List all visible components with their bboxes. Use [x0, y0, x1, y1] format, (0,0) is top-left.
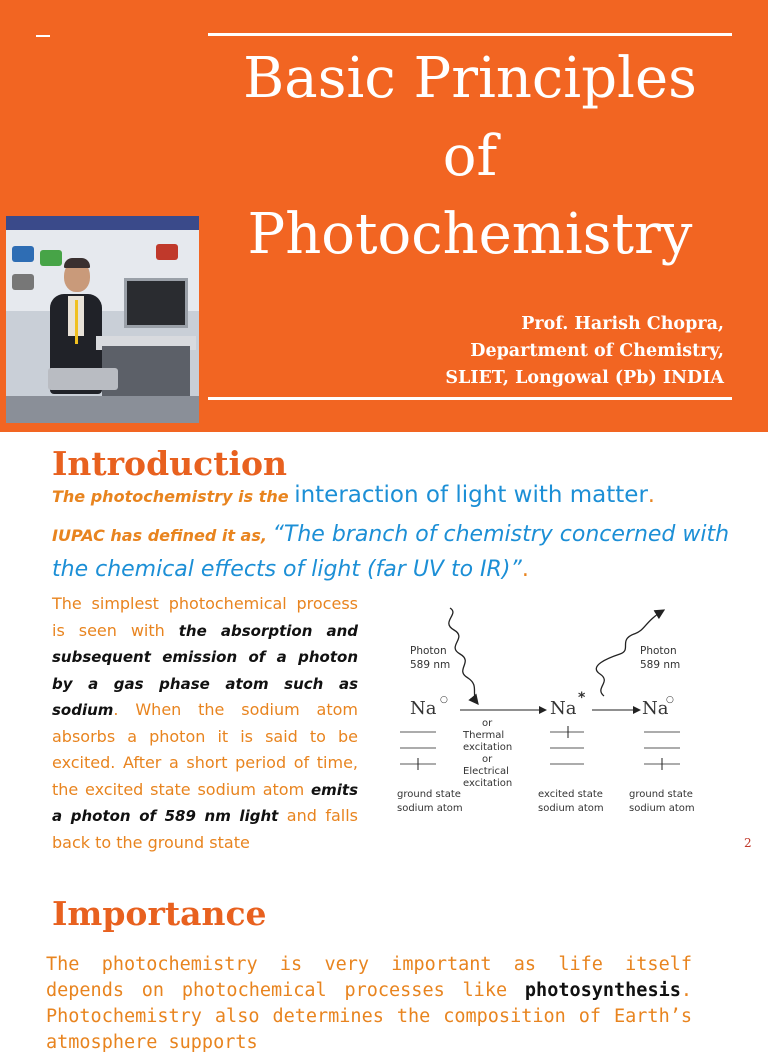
title-line-3: Photochemistry — [247, 202, 693, 267]
title-line-1: Basic Principles — [243, 46, 697, 111]
iupac-definition — [52, 518, 752, 588]
person-hair — [64, 258, 90, 268]
para-text-1: The simplest photochemical process is seen with — [52, 594, 358, 640]
importance-heading: Importance — [52, 894, 267, 933]
na-ground-right-sup: ○ — [666, 695, 674, 705]
page-number: 2 — [744, 836, 752, 850]
author-name: Prof. Harish Chopra, — [521, 314, 724, 334]
introduction-heading: Introduction — [52, 444, 288, 483]
na-excited-sup: * — [578, 690, 586, 706]
definition-line-1 — [52, 482, 752, 508]
mech-excitation-1: excitation — [463, 742, 513, 753]
label-left-2: sodium atom — [397, 803, 463, 814]
label-mid-1: excited state — [538, 789, 603, 800]
title-line-2: of — [442, 124, 498, 189]
na-ground-left: Na — [410, 698, 437, 719]
photon-out-label: Photon — [640, 645, 677, 657]
iupac-prefix: IUPAC has defined it as, — [52, 526, 273, 545]
logo-icon — [12, 246, 34, 262]
mech-or-2: or — [482, 754, 493, 765]
slide-title — [210, 40, 730, 274]
label-mid-2: sodium atom — [538, 803, 604, 814]
author-institution: SLIET, Longowal (Pb) INDIA — [445, 368, 724, 388]
iupac-period: . — [521, 557, 529, 582]
incoming-photon-wave — [449, 608, 478, 704]
mech-excitation-2: excitation — [463, 778, 513, 789]
definition-period: . — [647, 483, 655, 508]
importance-paragraph — [46, 952, 692, 1056]
photon-out-wavelength: 589 nm — [640, 659, 681, 671]
para-bold-2: emits a photon of 589 nm light — [52, 780, 358, 825]
photo-banner-strip — [6, 216, 199, 230]
person-lanyard — [75, 300, 78, 344]
iupac-quote: “The branch of chemistry concerned with the chemical effects of light (far UV to IR)” — [52, 522, 730, 582]
logo-icon — [156, 244, 178, 260]
title-rule-top — [208, 33, 732, 36]
photon-in-wavelength: 589 nm — [410, 659, 451, 671]
importance-bold: photosynthesis — [524, 980, 681, 1001]
mech-electrical: Electrical — [463, 766, 509, 777]
title-rule-bottom — [208, 397, 732, 400]
na-ground-right: Na — [642, 698, 669, 719]
para-bold-1: the absorption and subsequent emission of a photon by a gas phase atom such as sodium — [52, 621, 359, 719]
label-right-2: sodium atom — [629, 803, 695, 814]
presenter-photo — [6, 216, 199, 423]
para-text-3: and falls back to the ground state — [52, 806, 358, 852]
logo-icon — [12, 274, 34, 290]
importance-text-2: . Photochemistry also determines the composition of Earth’s atmosphere supports — [46, 980, 692, 1053]
importance-text-1: The photochemistry is very important as life itself depends on photochemical processes like — [46, 954, 692, 1001]
definition-prefix: The photochemistry is the — [52, 487, 295, 506]
title-slide — [0, 0, 768, 432]
floor — [6, 396, 199, 423]
sodium-excitation-diagram — [388, 600, 718, 826]
label-left-1: ground state — [397, 789, 461, 800]
para-text-2: . When the sodium atom absorbs a photon it is said to be excited. After a short period of time, the excited state sodium atom — [52, 700, 358, 799]
definition-highlight: interaction of light with matter — [294, 482, 648, 508]
na-excited: Na — [550, 698, 577, 719]
laptop-shape — [124, 278, 188, 328]
author-department: Department of Chemistry, — [470, 341, 724, 361]
na-ground-left-sup: ○ — [440, 695, 448, 705]
equipment-stand — [48, 368, 118, 390]
corner-dash — [36, 35, 50, 37]
author-block — [324, 311, 724, 392]
label-right-1: ground state — [629, 789, 693, 800]
photon-in-label: Photon — [410, 645, 447, 657]
logo-icon — [40, 250, 62, 266]
sodium-paragraph — [52, 591, 358, 856]
mech-or-1: or — [482, 718, 493, 729]
mech-thermal: Thermal — [463, 730, 505, 741]
